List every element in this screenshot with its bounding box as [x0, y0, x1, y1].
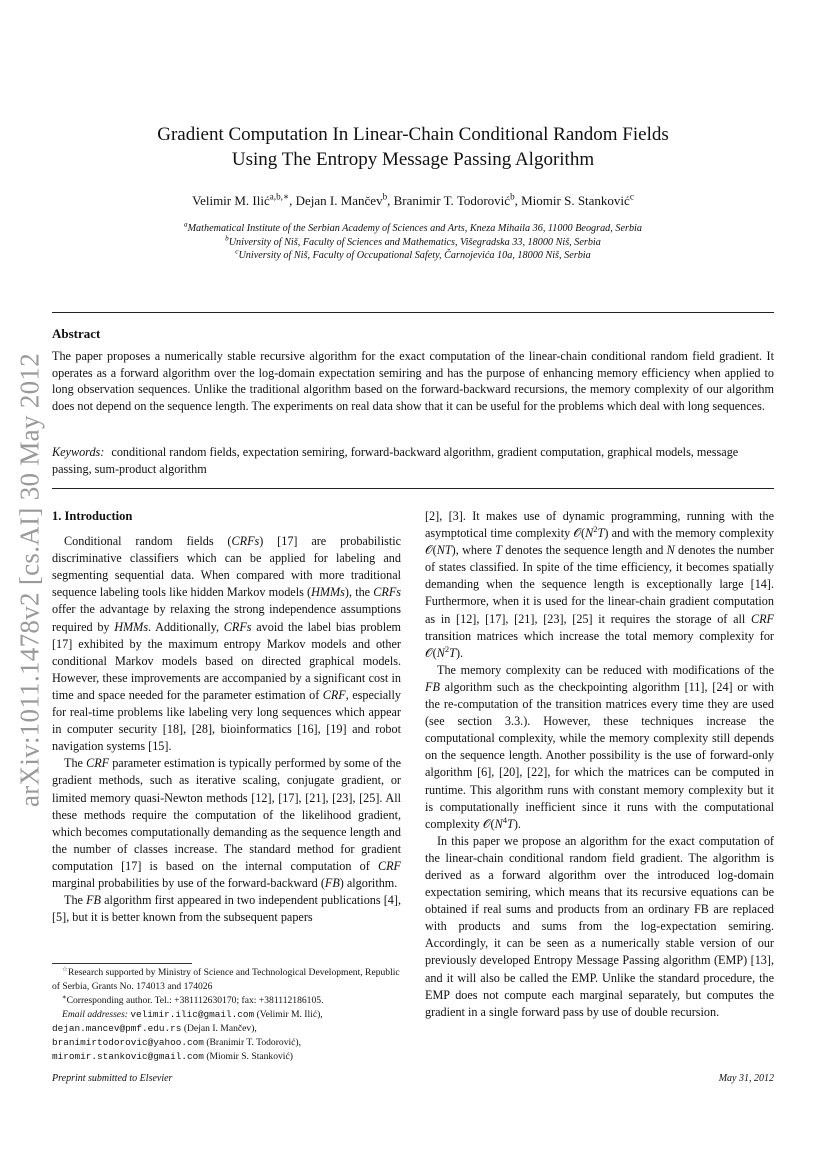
author-name: Branimir T. Todorović	[393, 193, 511, 208]
footer-preprint-note: Preprint submitted to Elsevier	[52, 1073, 173, 1084]
author-affil-mark: b	[382, 191, 388, 202]
email-line	[52, 1022, 401, 1036]
keywords-label: Keywords:	[52, 445, 105, 459]
author-name: Miomir S. Stanković	[521, 193, 630, 208]
footnote-support: ☆Research supported by Ministry of Science and Technological Development, Republic of Serbia, Grants No. 174013 and 174026	[52, 965, 400, 992]
affiliation-list	[0, 222, 826, 263]
affiliation-item	[0, 222, 826, 236]
affiliation-text: Mathematical Institute of the Serbian Academy of Sciences and Arts, Kneza Mihaila 36, 11000 Beograd, Serbia	[187, 223, 642, 234]
body-paragraph: In this paper we propose an algorithm for the exact computation of the linear-chain conditional random field gradient. The algorithm is derived as a forward algorithm over the introduced log-domain expectation semiring, which means that its recursive equations can be obtained if real sums and products from an ordinary FB are replaced with products and sums from the log-expectation semiring. Accordingly, it can be seen as a numerically stable version of our previously developed Entropy Message Passing algorithm (EMP) [13], and it will also be called the EMP. Unlike the standard procedure, the EMP does not compute each marginal separately, but computes the gradient in a single forward pass by use of double recursion.	[425, 833, 774, 1019]
footnote-emails	[52, 1008, 401, 1022]
affiliation-mark: b	[225, 234, 229, 243]
body-paragraph: The memory complexity can be reduced with modifications of the FB algorithm such as the checkpointing algorithm [11], [24] or with the re-computation of the transition matrices every time they are used (see section 3.3.). However, these techniques increase the computational complexity, while the memory complexity still depends on the sequence length. Another possibility is the use of forward-only algorithm [6], [20], [22], for which the matrices can be computed in runtime. This algorithm runs with constant memory complexity but it is computationally inefficient since it runs with the computational complexity $𝒪(N^4T)$.	[425, 662, 774, 831]
email-line	[52, 1036, 401, 1050]
arxiv-stamp-text: arXiv:1011.1478v2 [cs.AI] 30 May 2012	[14, 352, 45, 808]
footnotes	[52, 966, 401, 1064]
email-owner: (Miomir S. Stanković)	[206, 1051, 293, 1062]
affiliation-item	[0, 236, 826, 250]
email-address-link[interactable]: branimirtodorovic@yahoo.com	[52, 1037, 204, 1048]
email-address-link[interactable]: miromir.stankovic@gmail.com	[52, 1051, 204, 1062]
affiliation-mark: c	[235, 247, 239, 256]
arxiv-side-stamp	[10, 340, 50, 820]
title-line-1: Gradient Computation In Linear-Chain Conditional Random Fields	[157, 124, 669, 145]
affiliation-text: University of Niš, Faculty of Occupational Safety, Čarnojevića 10a, 18000 Niš, Serbia	[238, 250, 591, 261]
body-column-left	[52, 508, 401, 926]
author-name: Dejan I. Mančev	[295, 193, 383, 208]
author-list: Velimir M. Ilić$^{a,b,∗}$, Dejan I. Mančev$^b$, Branimir T. Todorović$^b$, Miomir S. Stanković$^c$	[192, 191, 634, 208]
email-owner: (Velimir M. Ilić),	[256, 1009, 323, 1020]
abstract-heading: Abstract	[52, 326, 101, 341]
title-line-2: Using The Entropy Message Passing Algorithm	[231, 149, 595, 170]
email-owner: (Dejan I. Mančev),	[183, 1023, 257, 1034]
affiliation-item	[0, 249, 826, 263]
footnote-rule	[52, 963, 192, 964]
author-name: Velimir M. Ilić	[192, 193, 270, 208]
body-paragraph: Conditional random fields (CRFs) [17] are probabilistic discriminative classifiers which can be applied for labeling and segmenting sequential data. When compared with more traditional sequence labeling tools like hidden Markov models (HMMs), the CRFs offer the advantage by relaxing the strong independence assumptions required by HMMs. Additionally, CRFs avoid the label bias problem [17] exhibited by the maximum entropy Markov models and other conditional Markov models based on directed graphical models. However, these improvements are accompanied by a significant cost in time and space needed for the parameter estimation of CRF, especially for real-time problems like labeling very long sequences which appear in computer security [18], [28], bioinformatics [16], [19] and robot navigation systems [15].	[52, 534, 402, 754]
keywords-block	[52, 444, 774, 477]
abstract-top-rule	[52, 312, 774, 313]
body-paragraph: The CRF parameter estimation is typically performed by some of the gradient methods, such as iterative scaling, conjugate gradient, or limited memory quasi-Newton methods [12], [17], [21], [23], [25]. All these methods require the computation of the likelihood gradient, which becomes computationally demanding as the sequence length and the number of classes increase. The standard method for gradient computation [17] is based on the internal computation of CRF marginal probabilities by use of the forward-backward (FB) algorithm.	[52, 756, 401, 890]
email-address-link[interactable]: velimir.ilic@gmail.com	[130, 1009, 255, 1020]
footnote-support-text: Research supported by Ministry of Science and Technological Development, Republic of Serbia, Grants No. 174013 and 174026	[52, 967, 400, 992]
affiliation-mark: a	[184, 220, 188, 229]
email-label: Email addresses:	[62, 1009, 128, 1020]
body-column-right	[425, 508, 774, 1021]
affiliation-text: University of Niš, Faculty of Sciences and Mathematics, Višegradska 33, 18000 Niš, Serbia	[228, 236, 601, 248]
abstract-bottom-rule	[52, 488, 774, 489]
author-affil-mark: a,b,∗	[269, 191, 290, 202]
abstract-text: The paper proposes a numerically stable recursive algorithm for the exact computation of the linear-chain conditional random field gradient. It operates as a forward algorithm over the log-domain expectation semiring and has the purpose of enhancing memory efficiency when applied to long observation sequences. Unlike the traditional algorithm based on the forward-backward recursions, the memory complexity of our algorithm does not depend on the sequence length. The experiments on real data show that it can be useful for the problems which deal with long sequences.	[52, 349, 774, 413]
section-heading: 1. Introduction	[52, 509, 133, 523]
body-paragraph: The FB algorithm first appeared in two independent publications [4], [5], but it is better known from the subsequent papers	[52, 893, 401, 925]
email-address-link[interactable]: dejan.mancev@pmf.edu.rs	[52, 1023, 182, 1034]
keywords-text: conditional random fields, expectation semiring, forward-backward algorithm, gradient computation, graphical models, message passing, sum-product algorithm	[52, 445, 739, 476]
footnote-corresponding: ∗Corresponding author. Tel.: +381112630170; fax: +381112186105.	[62, 993, 324, 1006]
author-affil-mark: b	[510, 191, 515, 202]
author-affil-mark: c	[629, 191, 634, 202]
footnote-corresponding-text: Corresponding author. Tel.: +381112630170; fax: +381112186105.	[66, 995, 324, 1006]
paper-title	[0, 122, 826, 172]
email-line	[52, 1050, 401, 1064]
email-owner: (Branimir T. Todorović),	[206, 1037, 302, 1048]
body-paragraph: [2], [3]. It makes use of dynamic programming, running with the asymptotical time complexity $𝒪(N^2T)$ and with the memory complexity 𝒪(NT), where T denotes the sequence length and N denotes the number of states classified. In spite of the time efficiency, it becomes spatially demanding when the sequence length is exceptionally large [14]. Furthermore, when it is used for the linear-chain gradient computation as in [12], [17], [21], [23], [25] it requires the storage of all CRF transition matrices which increase the total memory complexity for $𝒪(N^2T)$.	[425, 509, 774, 660]
footer-date: May 31, 2012	[718, 1073, 774, 1084]
